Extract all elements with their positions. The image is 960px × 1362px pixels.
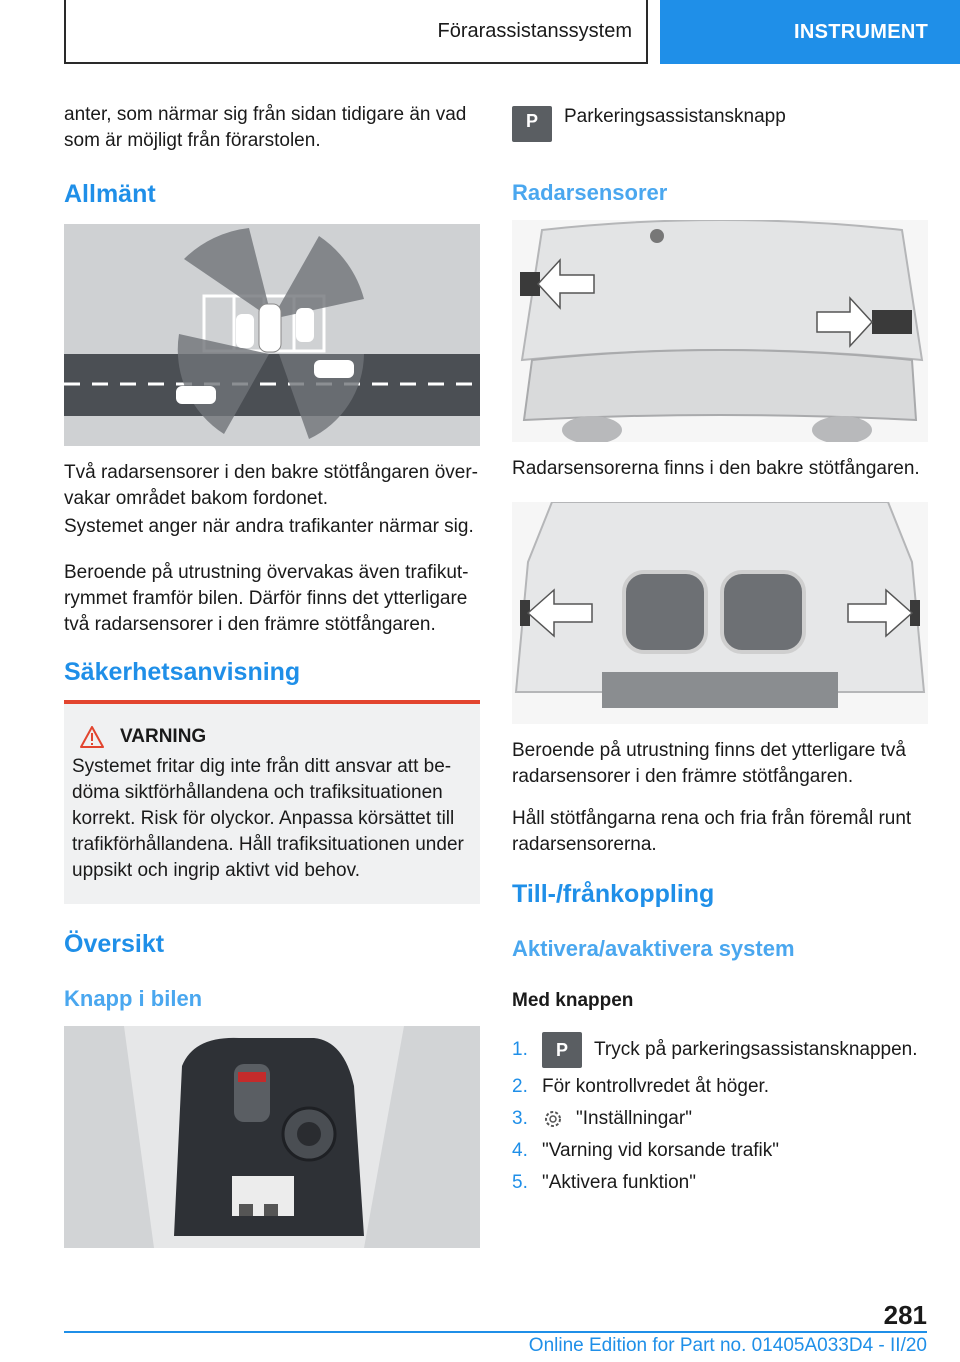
step-4: [512, 1138, 932, 1164]
center-console-image: [64, 1026, 480, 1248]
park-assist-icon[interactable]: P: [542, 1032, 582, 1068]
header-chapter-tab[interactable]: [660, 0, 960, 64]
intro-text: anter, som närmar sig från sidan tidigare än vad som är möjligt från förarstolen.: [64, 104, 467, 151]
paragraph-2: Systemet anger när andra trafikanter närmar sig.: [64, 516, 474, 537]
warning-box: [64, 700, 480, 904]
step-text: "Inställningar": [576, 1108, 692, 1129]
heading-activate-system: Aktivera/avaktivera system: [512, 936, 795, 961]
step-number: 2.: [512, 1076, 528, 1097]
step-number: 3.: [512, 1108, 528, 1129]
step-2: [512, 1074, 932, 1100]
park-assist-button-label: Parkeringsassistansknapp: [564, 106, 786, 127]
rear-radar-diagram: [64, 224, 480, 446]
warning-title: VARNING: [120, 726, 207, 747]
park-assist-button-row: [512, 106, 928, 142]
step-text: "Varning vid korsande trafik": [542, 1140, 780, 1161]
front-bumper-image: [512, 502, 928, 724]
heading-button-in-car: Knapp i bilen: [64, 986, 203, 1011]
step-text: Tryck på parkeringsassistansknappen.: [594, 1039, 918, 1060]
step-number: 1.: [512, 1039, 528, 1060]
header-section: [64, 0, 648, 64]
heading-general: Allmänt: [64, 180, 156, 208]
page-number: 281: [883, 1300, 927, 1330]
heading-safety: Säkerhetsanvisning: [64, 658, 301, 686]
steps-list: [512, 1032, 932, 1202]
heading-radar-sensors: Radarsensorer: [512, 180, 668, 205]
paragraph-3: Beroende på utrustning övervakas även trafikut-rymmet framför bilen. Därför finns det ytterligare två radarsensorer i den främre stötfångaren.: [64, 562, 469, 635]
step-5: [512, 1170, 932, 1196]
step-number: 4.: [512, 1140, 528, 1161]
footer-divider: [64, 1331, 927, 1333]
step-number: 5.: [512, 1172, 528, 1193]
gear-icon: [542, 1108, 564, 1130]
rear-bumper-image: [512, 220, 928, 442]
warning-text: Systemet fritar dig inte från ditt ansvar att be-döma siktförhållandena och trafiksituationen korrekt. Risk för olyckor. Anpassa körsättet till trafikförhållandena. Håll trafiksituationen under uppsikt och ingrip aktivt vid behov.: [72, 756, 464, 881]
step-text: För kontrollvredet åt höger.: [542, 1076, 770, 1097]
park-assist-icon[interactable]: P: [512, 106, 552, 142]
step-text: "Aktivera funktion": [542, 1172, 696, 1193]
footer-edition: Online Edition for Part no. 01405A033D4 - II/20: [528, 1335, 927, 1356]
caption-rear: Radarsensorerna finns i den bakre stötfångaren.: [512, 458, 920, 479]
heading-on-off: Till-/frånkoppling: [512, 880, 715, 908]
header-section-label: Förarassistanssystem: [437, 19, 632, 42]
keep-clean-text: Håll stötfångarna rena och fria från föremål runt radarsensorerna.: [512, 808, 912, 855]
warning-triangle-icon: [80, 726, 104, 748]
step-1: [512, 1032, 932, 1068]
header-chapter-label: INSTRUMENT: [794, 20, 929, 43]
step-3: [512, 1106, 932, 1132]
heading-overview: Översikt: [64, 930, 165, 958]
caption-front: Beroende på utrustning finns det ytterligare två radarsensorer i den främre stötfångaren.: [512, 740, 906, 787]
paragraph-1: Två radarsensorer i den bakre stötfångaren över-vakar området bakom fordonet.: [64, 462, 478, 509]
warning-title-row: [80, 726, 472, 748]
with-button-label: Med knappen: [512, 990, 634, 1011]
